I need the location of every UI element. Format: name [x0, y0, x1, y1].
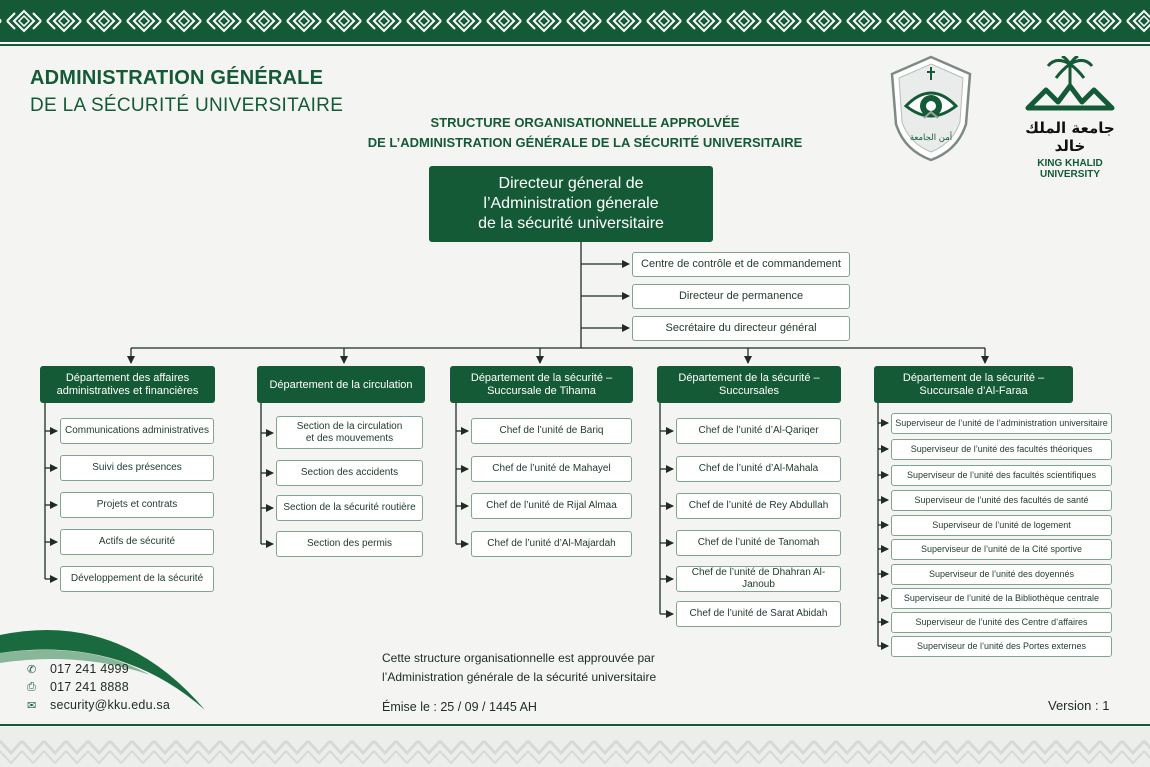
- unit-box[interactable]: Suivi des présences: [60, 455, 214, 481]
- document-title-line-2: DE L’ADMINISTRATION GÉNÉRALE DE LA SÉCURITÉ UNIVERSITAIRE: [367, 135, 803, 150]
- unit-box[interactable]: Chef de l’unité d’Al-Majardah: [471, 531, 632, 557]
- unit-box[interactable]: Chef de l’unité d’Al-Mahala: [676, 456, 841, 482]
- university-name-arabic: جامعة الملك خالد: [1025, 119, 1115, 155]
- version-label: Version : 1: [1048, 698, 1110, 713]
- unit-box[interactable]: Superviseur de l’unité des doyennés: [891, 564, 1112, 585]
- university-name-english: KING KHALID UNIVERSITY: [1037, 158, 1103, 180]
- email-address[interactable]: security@kku.edu.sa: [50, 698, 171, 712]
- agency-subtitle: DE LA SÉCURITÉ UNIVERSITAIRE: [30, 95, 344, 116]
- unit-label: Section de la circulation: [296, 420, 403, 432]
- department-box-branches[interactable]: [657, 366, 841, 403]
- department-label: Département de la sécurité –: [902, 371, 1045, 384]
- staff-box-secretary[interactable]: Secrétaire du directeur général: [632, 316, 850, 341]
- department-label: administratives et financières: [56, 384, 199, 397]
- issue-date: Émise le : 25 / 09 / 1445 AH: [382, 700, 537, 714]
- phone-icon: ✆: [27, 664, 37, 676]
- unit-box[interactable]: Superviseur de l’unité de la Cité sportive: [891, 539, 1112, 560]
- director-general-line-2: l’Administration génerale: [483, 195, 659, 212]
- unit-box[interactable]: Chef de l’unité de Rijal Almaa: [471, 493, 632, 519]
- shield-caption: أمن الجامعة: [909, 133, 953, 143]
- unit-box[interactable]: Chef de l’unité de Tanomah: [676, 530, 841, 556]
- director-general-box[interactable]: [429, 166, 713, 242]
- department-box-traffic[interactable]: [257, 366, 425, 403]
- unit-box[interactable]: Superviseur de l’unité de l’administration universitaire: [891, 413, 1112, 434]
- director-general-line-1: Directeur géneral de: [498, 175, 644, 192]
- department-box-al-faraa[interactable]: [874, 366, 1073, 403]
- unit-box[interactable]: Chef de l’unité de Dhahran Al-Janoub: [676, 566, 841, 592]
- department-label: Département des affaires: [65, 371, 190, 384]
- unit-box[interactable]: Chef de l’unité de Rey Abdullah: [676, 493, 841, 519]
- unit-box[interactable]: Chef de l’unité de Bariq: [471, 418, 632, 444]
- unit-box[interactable]: Superviseur de l’unité des Centre d’affaires: [891, 612, 1112, 633]
- unit-box[interactable]: Chef de l’unité de Sarat Abidah: [676, 601, 841, 627]
- department-box-tihama[interactable]: [450, 366, 633, 403]
- unit-box[interactable]: Section des permis: [276, 531, 423, 557]
- staff-box-control-center[interactable]: Centre de contrôle et de commandement: [632, 252, 850, 277]
- department-box-admin-finance[interactable]: [40, 366, 215, 403]
- department-label: Département de la sécurité –: [470, 371, 613, 384]
- unit-box[interactable]: Superviseur de l’unité des facultés de santé: [891, 490, 1112, 511]
- department-label: Département de la circulation: [269, 378, 413, 391]
- document-title: STRUCTURE ORGANISATIONNELLE APPROLVÉE: [430, 115, 740, 130]
- phone-number-1[interactable]: 017 241 4999: [50, 662, 129, 676]
- unit-box[interactable]: Section de la sécurité routière: [276, 495, 423, 521]
- unit-box[interactable]: Actifs de sécurité: [60, 529, 214, 555]
- unit-box[interactable]: Chef de l’unité de Mahayel: [471, 456, 632, 482]
- department-label: Succursale d’Al-Faraa: [919, 384, 1028, 397]
- unit-box[interactable]: Chef de l’unité d’Al-Qariqer: [676, 418, 841, 444]
- unit-box[interactable]: Superviseur de l’unité de la Bibliothèque centrale: [891, 588, 1112, 609]
- unit-box[interactable]: Développement de la sécurité: [60, 566, 214, 592]
- department-label: Succursales: [719, 384, 779, 397]
- department-label: Département de la sécurité –: [678, 371, 820, 384]
- agency-title: ADMINISTRATION GÉNÉRALE: [30, 67, 324, 89]
- unit-box[interactable]: Superviseur de l’unité des Portes externes: [891, 636, 1112, 657]
- unit-box[interactable]: Superviseur de l’unité des facultés scientifiques: [891, 465, 1112, 486]
- mail-icon: ✉: [27, 700, 37, 712]
- unit-box[interactable]: Communications administratives: [60, 418, 214, 444]
- unit-box[interactable]: Superviseur de l’unité de logement: [891, 515, 1112, 536]
- unit-box[interactable]: [276, 416, 423, 449]
- approval-note-line-1: Cette structure organisationnelle est approuvée par: [382, 651, 655, 665]
- unit-box[interactable]: Section des accidents: [276, 460, 423, 486]
- unit-box[interactable]: Projets et contrats: [60, 492, 214, 518]
- department-label: Succursale de Tihama: [487, 384, 596, 397]
- fax-icon: ⎙: [27, 681, 36, 693]
- unit-box[interactable]: Superviseur de l’unité des facultés théoriques: [891, 439, 1112, 460]
- director-general-line-3: de la sécurité universitaire: [478, 215, 664, 232]
- staff-box-duty-director[interactable]: Directeur de permanence: [632, 284, 850, 309]
- approval-note-line-2: l’Administration générale de la sécurité universitaire: [382, 670, 657, 684]
- phone-number-2[interactable]: 017 241 8888: [50, 680, 129, 694]
- unit-label: et des mouvements: [305, 432, 394, 444]
